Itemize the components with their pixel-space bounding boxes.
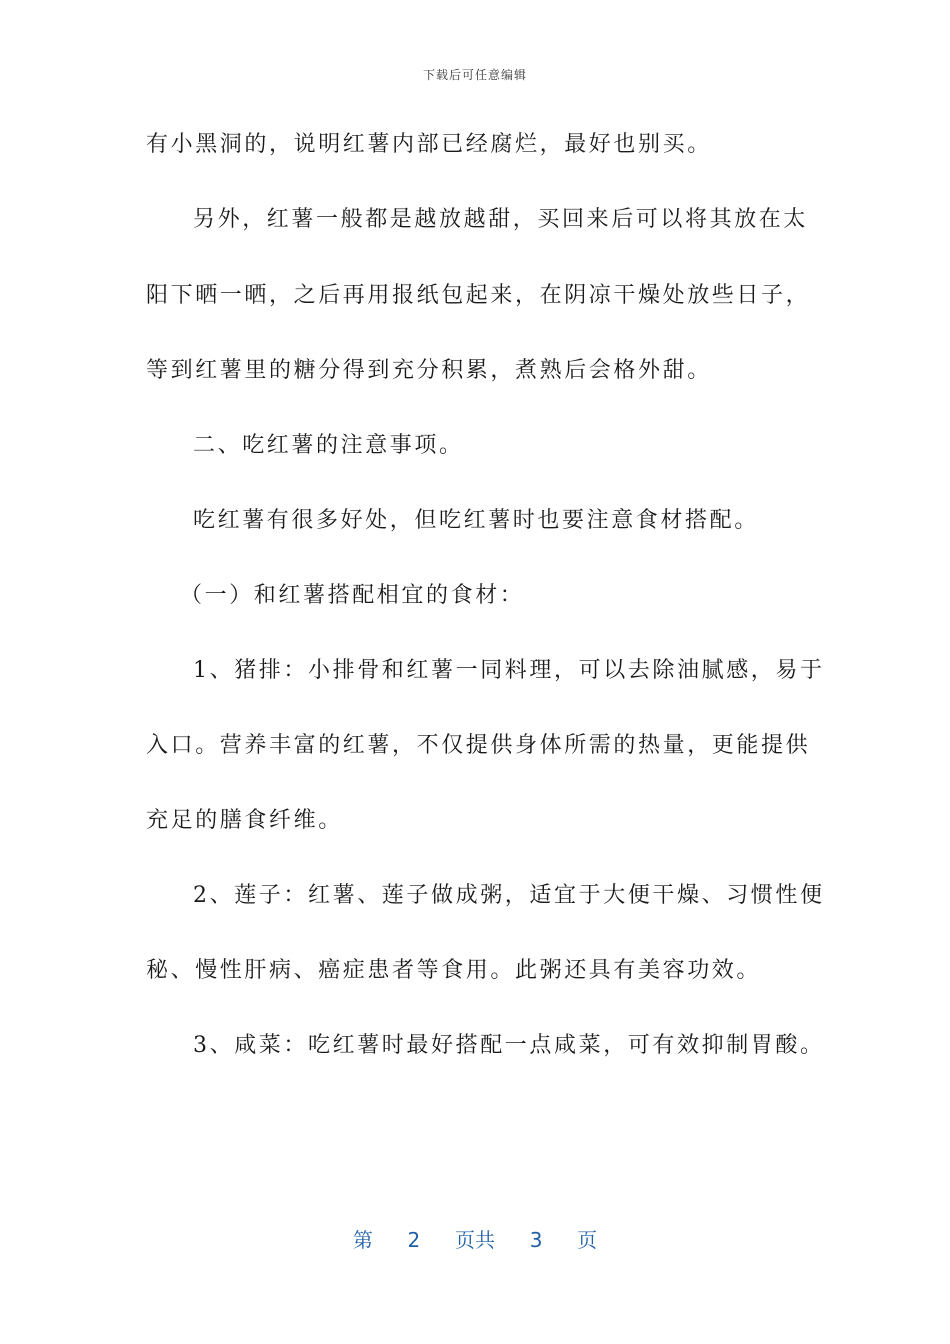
paragraph-line: 另外，红薯一般都是越放越甜，买回来后可以将其放在太 bbox=[193, 207, 809, 232]
subsection-heading: （一）和红薯搭配相宜的食材： bbox=[180, 583, 525, 608]
list-item-line: 3、咸菜：吃红薯时最好搭配一点咸菜，可有效抑制胃酸。 bbox=[193, 1033, 825, 1058]
list-item-line: 秘、慢性肝病、癌症患者等食用。此粥还具有美容功效。 bbox=[146, 958, 762, 983]
list-item-line: 2、莲子：红薯、莲子做成粥，适宜于大便干燥、习惯性便 bbox=[193, 883, 825, 908]
footer-middle: 页共 bbox=[455, 1228, 495, 1252]
footer-prefix: 第 bbox=[352, 1228, 373, 1252]
page-header-note: 下载后可任意编辑 bbox=[422, 68, 527, 82]
footer-total-pages: 3 bbox=[529, 1228, 543, 1252]
list-item-line: 1、猪排：小排骨和红薯一同料理，可以去除油腻感，易于 bbox=[193, 658, 825, 683]
footer-suffix: 页 bbox=[577, 1228, 598, 1252]
paragraph-line: 有小黑洞的，说明红薯内部已经腐烂，最好也别买。 bbox=[146, 132, 712, 157]
list-item-line: 入口。营养丰富的红薯，不仅提供身体所需的热量，更能提供 bbox=[146, 733, 811, 758]
footer-current-page: 2 bbox=[407, 1228, 421, 1252]
paragraph-line: 阳下晒一晒，之后再用报纸包起来，在阴凉干燥处放些日子， bbox=[146, 283, 811, 308]
paragraph-line: 等到红薯里的糖分得到充分积累，煮熟后会格外甜。 bbox=[146, 358, 712, 383]
section-heading: 二、吃红薯的注意事项。 bbox=[193, 433, 464, 458]
page-number-footer bbox=[0, 1224, 950, 1253]
paragraph-line: 吃红薯有很多好处，但吃红薯时也要注意食材搭配。 bbox=[193, 508, 759, 533]
list-item-line: 充足的膳食纤维。 bbox=[146, 808, 343, 833]
